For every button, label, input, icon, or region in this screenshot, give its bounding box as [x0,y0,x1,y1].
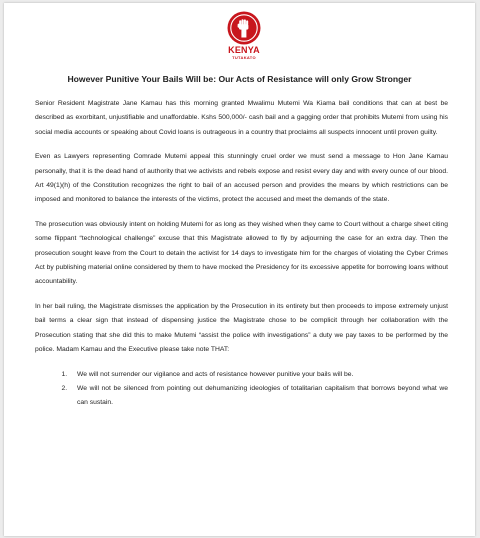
logo-tagline: TUTAKATO [232,55,256,60]
document-body [35,97,448,411]
list-item: 2. We will not be silenced from pointing out dehumanizing ideologies of totalitarian capitalism that borrows beyond what we can sustain. [69,382,448,411]
logo-name: KENYA [228,45,260,55]
list-item: 1. We will not surrender our vigilance and acts of resistance however punitive your bails will be. [69,368,448,382]
paragraph: Even as Lawyers representing Comrade Mutemi appeal this stunningly cruel order we must send a message to Hon Jane Kamau personally, that it is the dead hand of authority that we activists and rebels expose and resist every day and with every ounce of our blood. Art 49(1)(h) of the Constitution recognizes the right to bail of an accused person and provides the means by which restrictions can be imposed and monitored to balance the interests of the victims, protect the accused and meet the demands of the state. [35,153,448,204]
kenya-tutakato-logo [222,11,266,60]
paragraph: Senior Resident Magistrate Jane Kamau has this morning granted Mwalimu Mutemi Wa Kiama bail conditions that can at best be described as exorbitant, unjustifiable and unaffordable. Kshs 500,000/- cash bail and a gagging order that prohibits Mutemi from using his social media accounts or speaking about Covid loans is outrageous in a country that proclaims all suspects innocent until proven guilty. [35,100,448,136]
paragraph: In her bail ruling, the Magistrate dismisses the application by the Prosecution in its entirety but then proceeds to impose extremely unjust bail terms a clear sign that instead of dispensing justice the Magistrate chose to be complicit through her collaboration with the Prosecution stating that she did this to make Mutemi “assist the police with investigations” a duty we pay taxes to be performed by the police. Madam Kamau and the Executive please take note THAT: [35,303,448,353]
paragraph: The prosecution was obviously intent on holding Mutemi for as long as they wished when they came to Court without a charge sheet citing some flippant “technological challenge” excuse that this Magistrate allowed to fly by adjourning the case for an extra day. Then the prosecution sought leave from the Court to detain the activist for 14 days to investigate him for the charges of violating the Cyber Crimes Act by publishing material online considered by them to have mocked the Presidency for its excessive appetite for borrowing loans without accountability. [35,221,448,286]
document-page [4,3,475,536]
document-title: However Punitive Your Bails Will be: Our Acts of Resistance will only Grow Stronger [67,74,412,84]
resolution-list [35,368,448,411]
raised-fist-emblem-icon [227,11,261,45]
